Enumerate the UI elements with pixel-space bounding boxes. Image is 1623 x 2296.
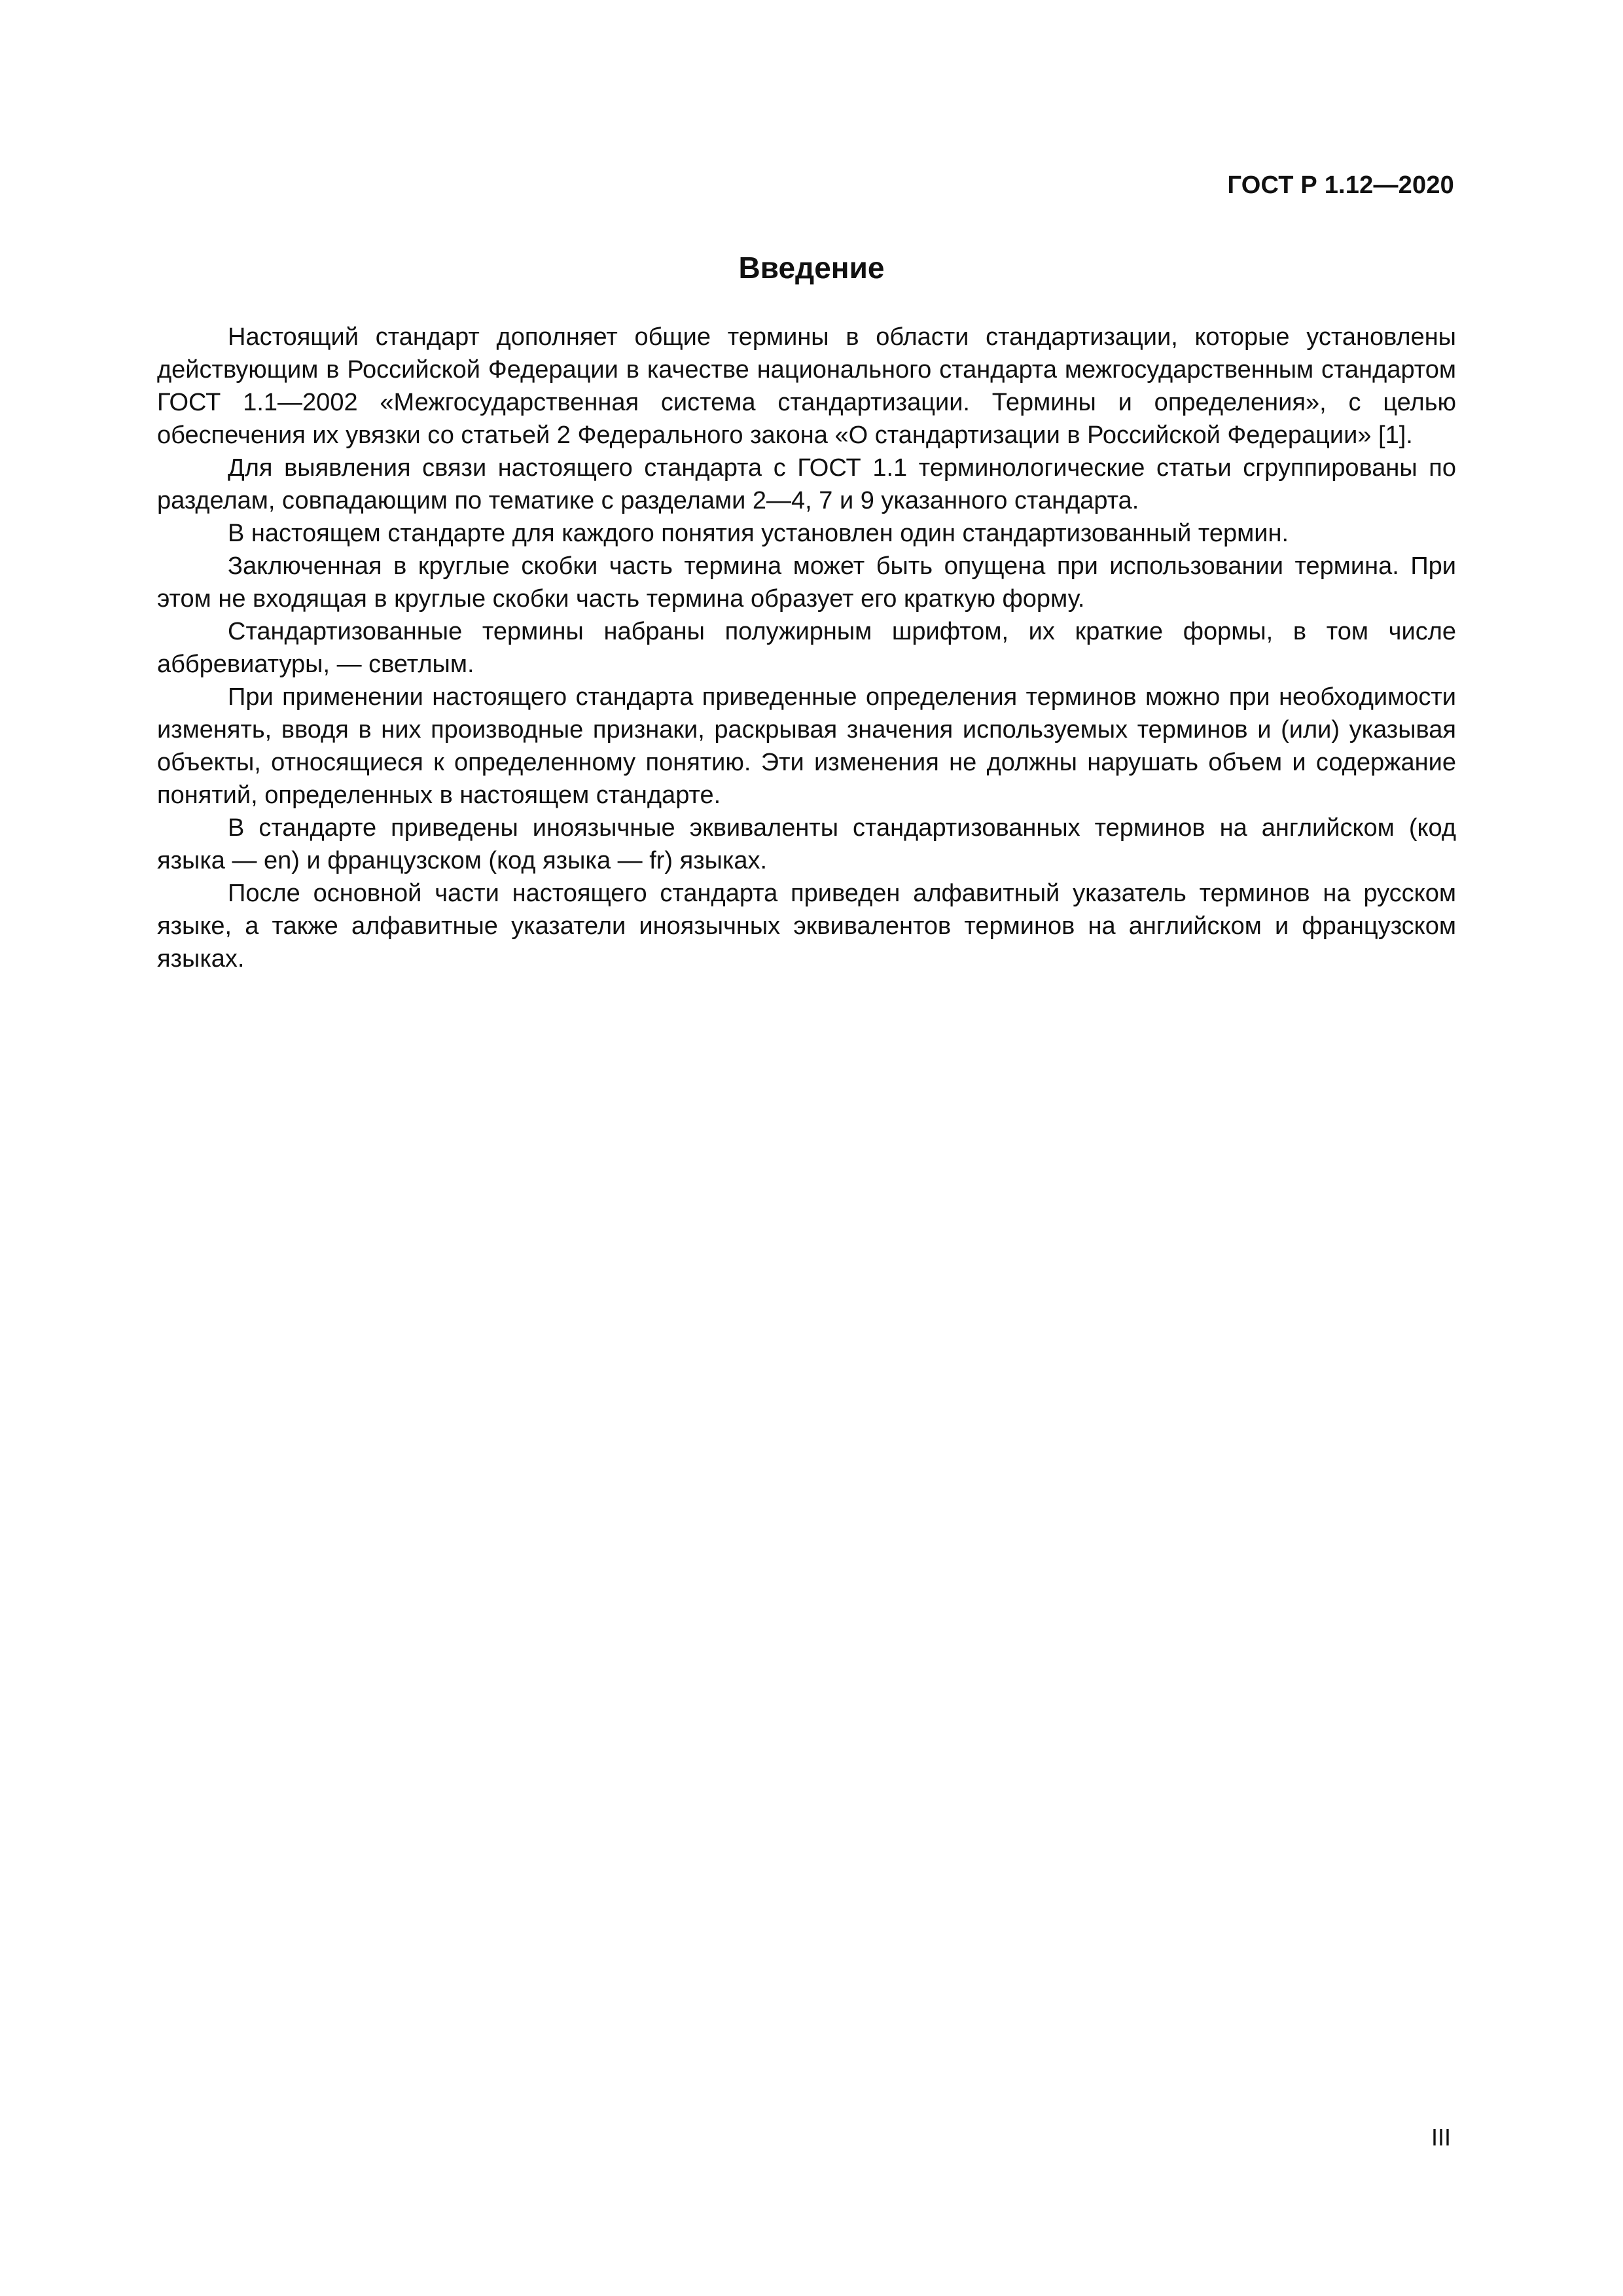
paragraph: В настоящем стандарте для каждого понятия установлен один стандартизованный термин.: [228, 520, 1289, 547]
page-number: III: [1431, 2124, 1451, 2151]
page-title: Введение: [738, 251, 885, 285]
document-body: [157, 321, 1456, 975]
paragraph: Заключенная в круглые скобки часть термина может быть опущена при использовании термина. При этом не входящая в круглые скобки часть термина образует его краткую форму.: [157, 552, 1456, 613]
document-header: ГОСТ Р 1.12—2020: [1227, 171, 1454, 199]
paragraph: В стандарте приведены иноязычные эквиваленты стандартизованных терминов на английском (код языка — en) и французском (код языка — fr) языках.: [157, 814, 1456, 874]
paragraph: При применении настоящего стандарта приведенные определения терминов можно при необходимости изменять, вводя в них производные признаки, раскрывая значения используемых терминов и (или) указывая объекты, относящиеся к определенному понятию. Эти изменения не должны нарушать объем и содержание понятий, определенных в настоящем стандарте.: [157, 683, 1456, 809]
paragraph: Настоящий стандарт дополняет общие термины в области стандартизации, которые установлены действующим в Российской Федерации в качестве национального стандарта межгосударственным стандартом ГОСТ 1.1—2002 «Межгосударственная система стандартизации. Термины и определения», с целью обеспечения их увязки со статьей 2 Федерального закона «О стандартизации в Российской Федерации» [1].: [157, 323, 1456, 449]
paragraph: Для выявления связи настоящего стандарта с ГОСТ 1.1 терминологические статьи сгруппированы по разделам, совпадающим по тематике с разделами 2—4, 7 и 9 указанного стандарта.: [157, 454, 1456, 514]
paragraph: После основной части настоящего стандарта приведен алфавитный указатель терминов на русском языке, а также алфавитные указатели иноязычных эквивалентов терминов на английском и французском языках.: [157, 880, 1456, 973]
paragraph: Стандартизованные термины набраны полужирным шрифтом, их краткие формы, в том числе аббревиатуры, — светлым.: [157, 618, 1456, 678]
